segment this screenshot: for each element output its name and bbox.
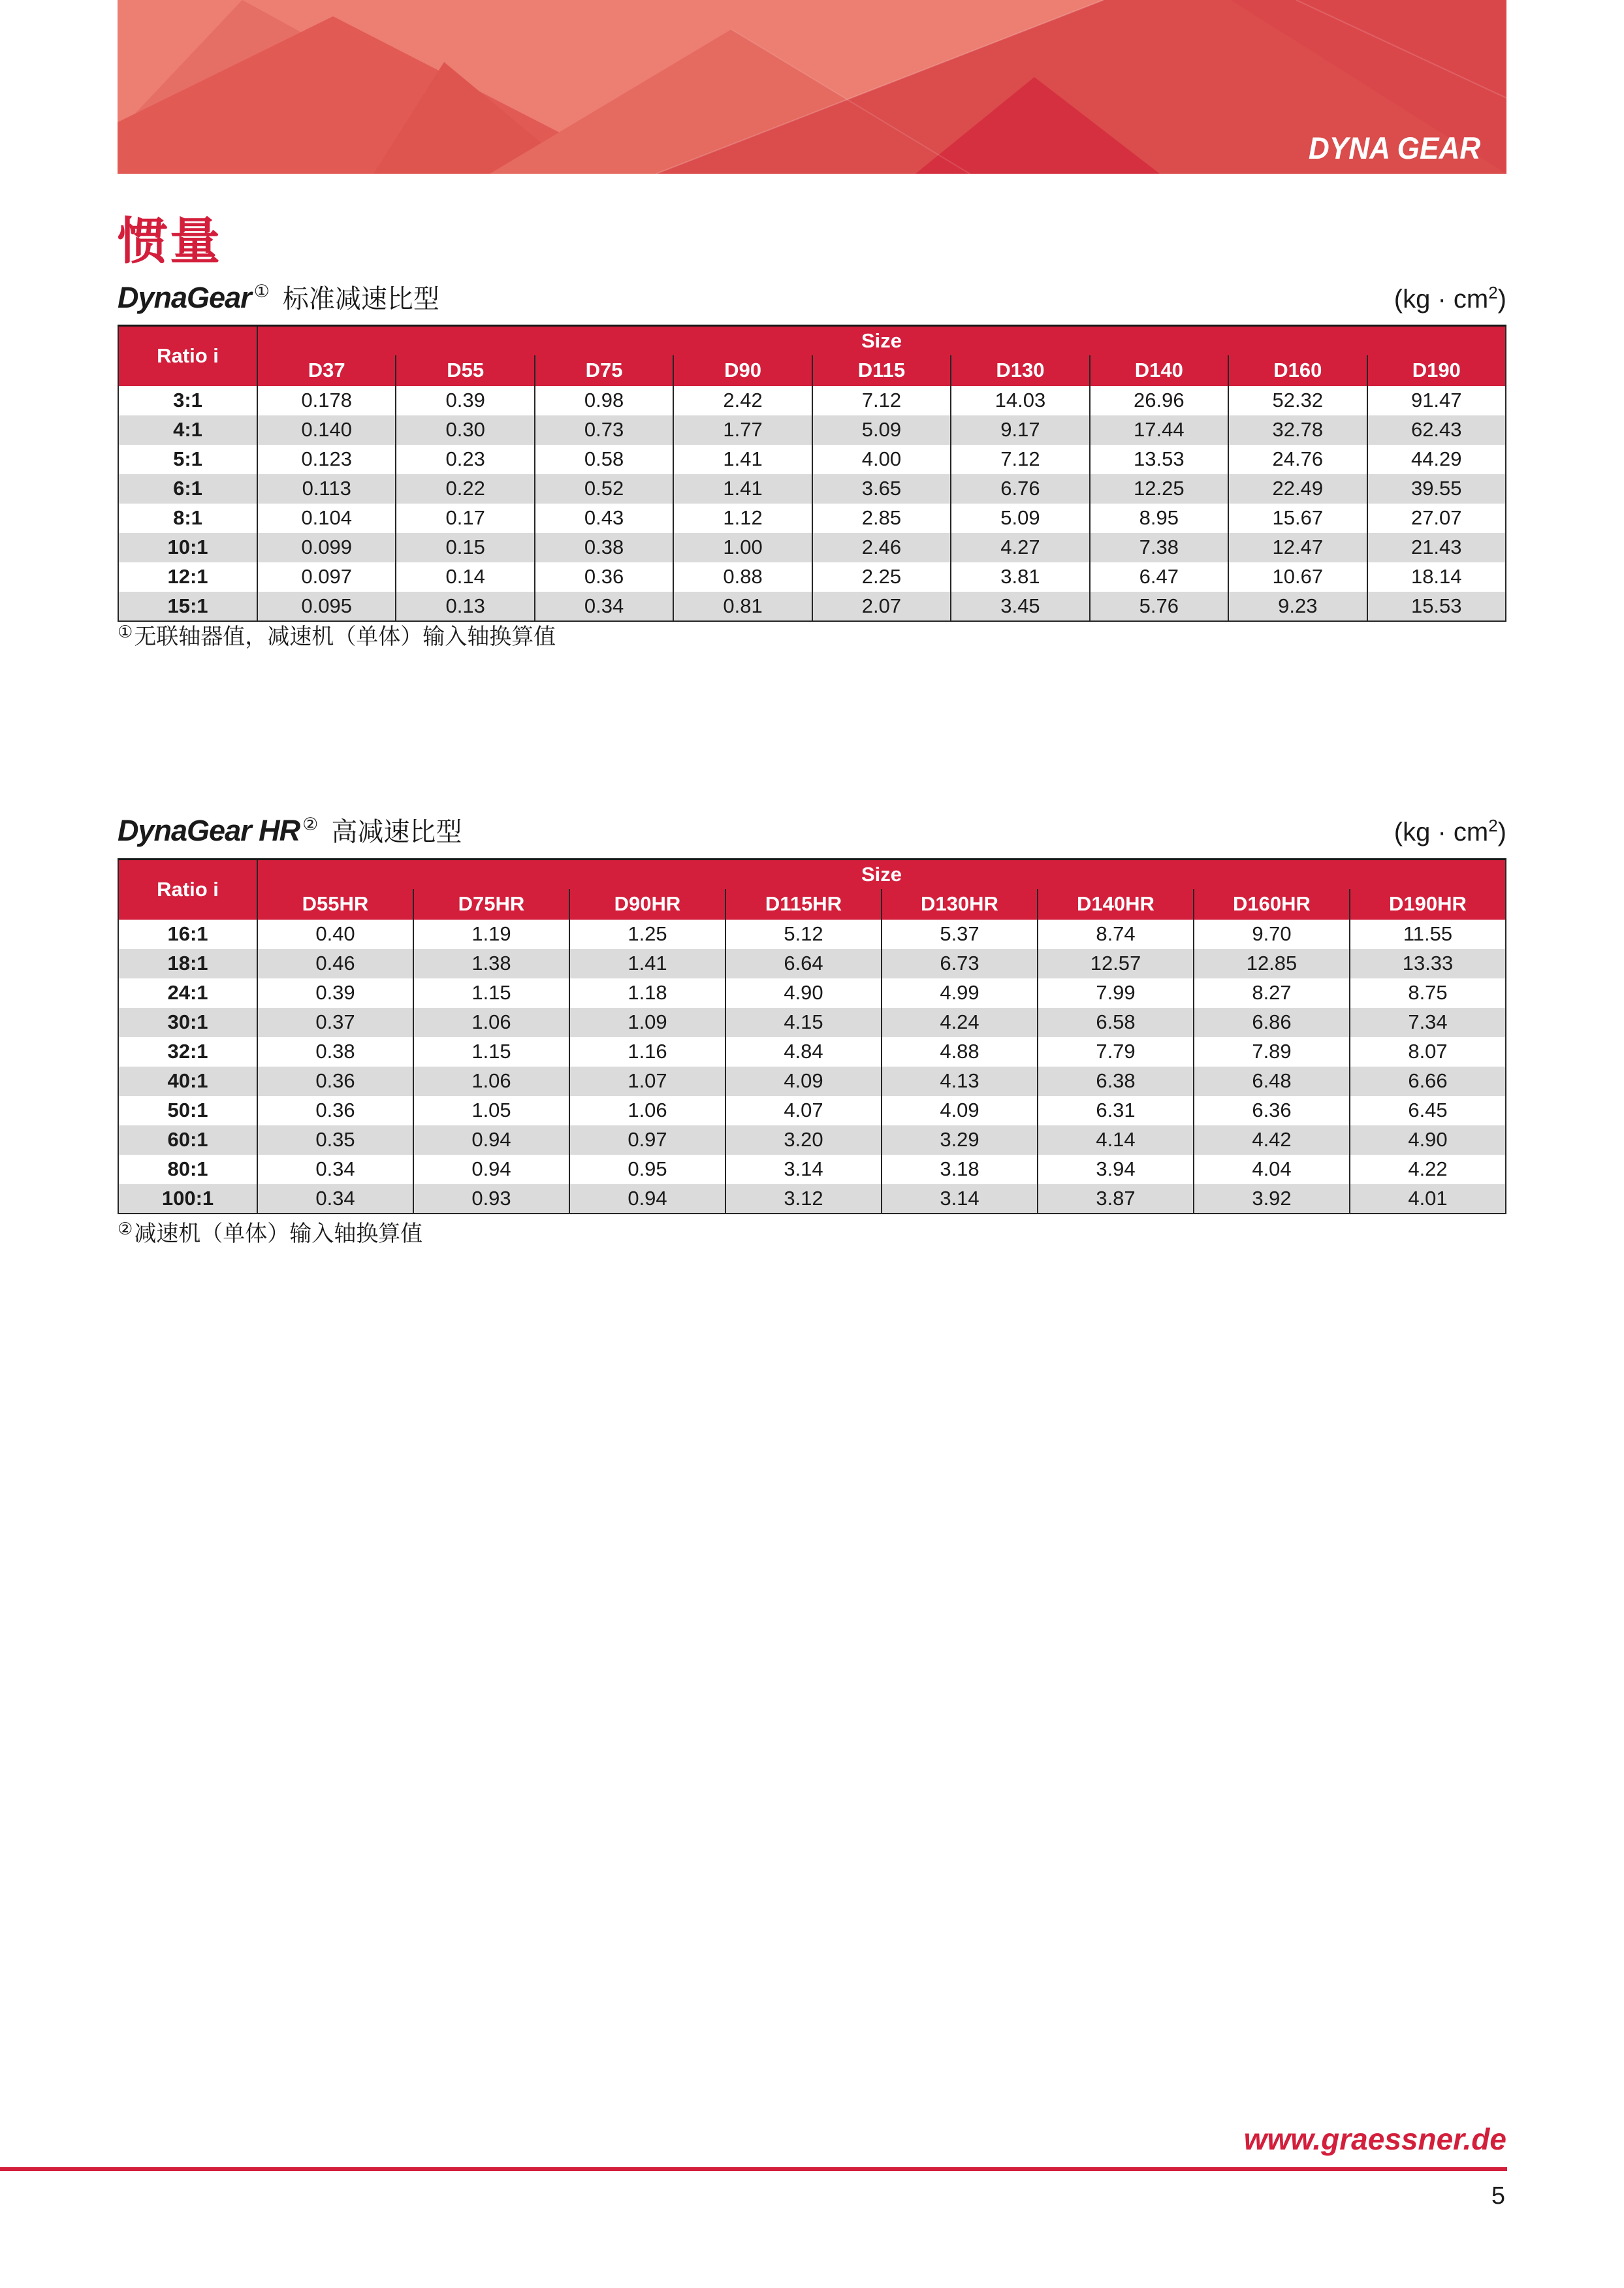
section1-heading [118, 274, 1506, 312]
ratio-cell: 8:1 [173, 506, 202, 529]
table1-subtitle: 标准减速比型 [282, 285, 439, 314]
value-cell: 18.14 [1367, 562, 1506, 592]
table-row [118, 1096, 1506, 1125]
value-cell: 6.66 [1350, 1067, 1506, 1096]
value-cell: 1.41 [673, 445, 812, 474]
value-cell: 2.25 [812, 562, 951, 592]
value-cell: 3.92 [1194, 1184, 1350, 1214]
size-column-header: D115 [812, 355, 951, 386]
value-cell: 4.99 [882, 978, 1038, 1008]
value-cell: 1.15 [413, 1037, 569, 1067]
ratio-cell: 16:1 [167, 922, 208, 945]
value-cell: 4.90 [725, 978, 882, 1008]
value-cell: 3.20 [725, 1125, 882, 1155]
value-cell: 3.81 [951, 562, 1089, 592]
table-row [118, 1037, 1506, 1067]
size-column-header: D90 [673, 355, 812, 386]
value-cell: 4.07 [725, 1096, 882, 1125]
table2-body [118, 920, 1506, 1214]
value-cell: 1.06 [413, 1008, 569, 1037]
website-url: www.graessner.de [1243, 2122, 1506, 2156]
value-cell: 0.113 [257, 474, 396, 504]
value-cell: 0.43 [535, 504, 673, 533]
value-cell: 0.98 [535, 386, 673, 415]
ratio-header: Ratio i [118, 860, 257, 920]
table-row [118, 1184, 1506, 1214]
value-cell: 0.94 [569, 1184, 725, 1214]
value-cell: 4.14 [1038, 1125, 1194, 1155]
table1-title [118, 283, 439, 312]
ratio-cell: 24:1 [167, 981, 208, 1004]
value-cell: 0.35 [257, 1125, 413, 1155]
size-column-header: D37 [257, 355, 396, 386]
value-cell: 0.13 [396, 592, 534, 621]
value-cell: 13.53 [1090, 445, 1228, 474]
size-column-header: D130 [951, 355, 1089, 386]
value-cell: 0.097 [257, 562, 396, 592]
value-cell: 6.48 [1194, 1067, 1350, 1096]
table-row [118, 562, 1506, 592]
value-cell: 32.78 [1228, 415, 1367, 445]
value-cell: 6.73 [882, 949, 1038, 978]
value-cell: 6.38 [1038, 1067, 1194, 1096]
value-cell: 27.07 [1367, 504, 1506, 533]
value-cell: 0.37 [257, 1008, 413, 1037]
value-cell: 4.09 [725, 1067, 882, 1096]
value-cell: 0.88 [673, 562, 812, 592]
value-cell: 26.96 [1090, 386, 1228, 415]
table-row [118, 978, 1506, 1008]
value-cell: 6.76 [951, 474, 1089, 504]
ratio-header: Ratio i [118, 326, 257, 386]
value-cell: 4.42 [1194, 1125, 1350, 1155]
size-column-header: D140 [1090, 355, 1228, 386]
table-row [118, 386, 1506, 415]
unit-superscript: 2 [1488, 816, 1498, 835]
page-number: 5 [1491, 2182, 1505, 2210]
unit-suffix: ) [1497, 285, 1506, 314]
value-cell: 21.43 [1367, 533, 1506, 562]
value-cell: 12.85 [1194, 949, 1350, 978]
ratio-cell: 10:1 [167, 536, 208, 558]
value-cell: 3.14 [725, 1155, 882, 1184]
value-cell: 5.76 [1090, 592, 1228, 621]
value-cell: 0.38 [257, 1037, 413, 1067]
value-cell: 7.12 [812, 386, 951, 415]
value-cell: 22.49 [1228, 474, 1367, 504]
value-cell: 4.00 [812, 445, 951, 474]
value-cell: 1.06 [413, 1067, 569, 1096]
value-cell: 1.19 [413, 920, 569, 949]
table2-subtitle: 高减速比型 [331, 818, 462, 846]
dyna-gear-logo: DYNA GEAR [1308, 131, 1480, 165]
value-cell: 6.31 [1038, 1096, 1194, 1125]
size-column-header: D55 [396, 355, 534, 386]
value-cell: 7.89 [1194, 1037, 1350, 1067]
value-cell: 9.23 [1228, 592, 1367, 621]
value-cell: 2.46 [812, 533, 951, 562]
size-column-header: D140HR [1038, 889, 1194, 920]
table2-brand: DynaGear HR [118, 814, 300, 847]
ratio-cell: 4:1 [173, 418, 202, 441]
value-cell: 62.43 [1367, 415, 1506, 445]
table2-header [118, 860, 1506, 920]
value-cell: 17.44 [1090, 415, 1228, 445]
value-cell: 0.40 [257, 920, 413, 949]
size-column-header: D90HR [569, 889, 725, 920]
footnote-2 [118, 1219, 423, 1246]
value-cell: 13.33 [1350, 949, 1506, 978]
value-cell: 8.74 [1038, 920, 1194, 949]
value-cell: 5.37 [882, 920, 1038, 949]
unit-label [1393, 283, 1506, 314]
ratio-cell: 6:1 [173, 477, 202, 500]
value-cell: 7.99 [1038, 978, 1194, 1008]
section2-heading [118, 807, 1506, 845]
value-cell: 5.09 [951, 504, 1089, 533]
table-row [118, 533, 1506, 562]
value-cell: 3.94 [1038, 1155, 1194, 1184]
table-row [118, 592, 1506, 621]
value-cell: 0.93 [413, 1184, 569, 1214]
value-cell: 5.12 [725, 920, 882, 949]
value-cell: 3.29 [882, 1125, 1038, 1155]
size-column-header: D160 [1228, 355, 1367, 386]
value-cell: 0.52 [535, 474, 673, 504]
value-cell: 0.34 [257, 1155, 413, 1184]
value-cell: 44.29 [1367, 445, 1506, 474]
table1-header [118, 326, 1506, 386]
value-cell: 3.18 [882, 1155, 1038, 1184]
value-cell: 0.30 [396, 415, 534, 445]
table2-title [118, 816, 462, 845]
footnote-1 [118, 622, 556, 649]
ratio-cell: 50:1 [167, 1099, 208, 1121]
value-cell: 15.67 [1228, 504, 1367, 533]
size-column-header: D190HR [1350, 889, 1506, 920]
value-cell: 11.55 [1350, 920, 1506, 949]
table-row [118, 1008, 1506, 1037]
value-cell: 3.14 [882, 1184, 1038, 1214]
ratio-cell: 60:1 [167, 1128, 208, 1151]
value-cell: 1.06 [569, 1096, 725, 1125]
value-cell: 0.36 [257, 1067, 413, 1096]
value-cell: 3.12 [725, 1184, 882, 1214]
value-cell: 1.18 [569, 978, 725, 1008]
value-cell: 4.13 [882, 1067, 1038, 1096]
value-cell: 4.88 [882, 1037, 1038, 1067]
table-row [118, 920, 1506, 949]
value-cell: 6.64 [725, 949, 882, 978]
value-cell: 4.15 [725, 1008, 882, 1037]
footnote1-reference-mark: ① [253, 282, 270, 301]
value-cell: 0.73 [535, 415, 673, 445]
ratio-cell: 32:1 [167, 1040, 208, 1063]
ratio-cell: 30:1 [167, 1010, 208, 1033]
value-cell: 0.22 [396, 474, 534, 504]
ratio-cell: 15:1 [167, 594, 208, 617]
value-cell: 3.65 [812, 474, 951, 504]
value-cell: 12.47 [1228, 533, 1367, 562]
size-column-header: D55HR [257, 889, 413, 920]
value-cell: 15.53 [1367, 592, 1506, 621]
value-cell: 4.09 [882, 1096, 1038, 1125]
footnote1-text: 无联轴器值，减速机（单体）输入轴换算值 [134, 624, 556, 649]
value-cell: 7.12 [951, 445, 1089, 474]
table-row [118, 474, 1506, 504]
table-row [118, 1155, 1506, 1184]
value-cell: 6.86 [1194, 1008, 1350, 1037]
value-cell: 4.04 [1194, 1155, 1350, 1184]
size-header: Size [257, 860, 1506, 889]
value-cell: 8.75 [1350, 978, 1506, 1008]
table1-size-row [118, 326, 1506, 355]
table1-brand: DynaGear [118, 281, 251, 314]
table-row [118, 445, 1506, 474]
value-cell: 1.25 [569, 920, 725, 949]
value-cell: 0.38 [535, 533, 673, 562]
value-cell: 39.55 [1367, 474, 1506, 504]
value-cell: 0.36 [257, 1096, 413, 1125]
value-cell: 0.104 [257, 504, 396, 533]
table1-body [118, 386, 1506, 621]
value-cell: 1.12 [673, 504, 812, 533]
value-cell: 4.22 [1350, 1155, 1506, 1184]
value-cell: 1.41 [673, 474, 812, 504]
header-banner [118, 0, 1506, 174]
table-row [118, 1125, 1506, 1155]
unit-superscript: 2 [1488, 283, 1498, 302]
value-cell: 0.39 [396, 386, 534, 415]
value-cell: 1.41 [569, 949, 725, 978]
footnote2-text: 减速机（单体）输入轴换算值 [134, 1221, 423, 1246]
dynagear-hr-table [118, 858, 1506, 1214]
value-cell: 0.178 [257, 386, 396, 415]
value-cell: 8.27 [1194, 978, 1350, 1008]
value-cell: 3.45 [951, 592, 1089, 621]
value-cell: 5.09 [812, 415, 951, 445]
value-cell: 0.36 [535, 562, 673, 592]
value-cell: 0.94 [413, 1155, 569, 1184]
ratio-cell: 12:1 [167, 565, 208, 588]
value-cell: 91.47 [1367, 386, 1506, 415]
value-cell: 7.34 [1350, 1008, 1506, 1037]
value-cell: 14.03 [951, 386, 1089, 415]
ratio-cell: 100:1 [161, 1186, 214, 1210]
value-cell: 4.27 [951, 533, 1089, 562]
value-cell: 7.38 [1090, 533, 1228, 562]
value-cell: 0.123 [257, 445, 396, 474]
value-cell: 1.15 [413, 978, 569, 1008]
value-cell: 0.39 [257, 978, 413, 1008]
value-cell: 0.17 [396, 504, 534, 533]
value-cell: 1.09 [569, 1008, 725, 1037]
value-cell: 0.95 [569, 1155, 725, 1184]
size-column-header: D115HR [725, 889, 882, 920]
value-cell: 10.67 [1228, 562, 1367, 592]
value-cell: 1.00 [673, 533, 812, 562]
value-cell: 2.42 [673, 386, 812, 415]
value-cell: 12.25 [1090, 474, 1228, 504]
value-cell: 0.34 [535, 592, 673, 621]
value-cell: 0.46 [257, 949, 413, 978]
value-cell: 12.57 [1038, 949, 1194, 978]
ratio-cell: 18:1 [167, 952, 208, 975]
value-cell: 0.15 [396, 533, 534, 562]
value-cell: 0.97 [569, 1125, 725, 1155]
footer-rule [0, 2167, 1507, 2171]
banner-mountain-graphic [118, 0, 1506, 174]
value-cell: 6.58 [1038, 1008, 1194, 1037]
value-cell: 9.17 [951, 415, 1089, 445]
size-header: Size [257, 326, 1506, 355]
value-cell: 1.38 [413, 949, 569, 978]
dynagear-hr-table-wrap [118, 858, 1506, 1214]
value-cell: 8.07 [1350, 1037, 1506, 1067]
value-cell: 2.07 [812, 592, 951, 621]
value-cell: 4.01 [1350, 1184, 1506, 1214]
value-cell: 9.70 [1194, 920, 1350, 949]
ratio-cell: 5:1 [173, 447, 202, 470]
dynagear-standard-table [118, 325, 1506, 622]
footnote2-mark: ② [118, 1219, 133, 1238]
value-cell: 6.45 [1350, 1096, 1506, 1125]
value-cell: 0.140 [257, 415, 396, 445]
table-row [118, 504, 1506, 533]
ratio-cell: 40:1 [167, 1069, 208, 1092]
size-column-header: D75 [535, 355, 673, 386]
value-cell: 1.77 [673, 415, 812, 445]
ratio-cell: 3:1 [173, 389, 202, 411]
value-cell: 0.58 [535, 445, 673, 474]
size-column-header: D160HR [1194, 889, 1350, 920]
size-column-header: D75HR [413, 889, 569, 920]
value-cell: 4.84 [725, 1037, 882, 1067]
unit-label-2 [1393, 816, 1506, 846]
value-cell: 7.79 [1038, 1037, 1194, 1067]
value-cell: 52.32 [1228, 386, 1367, 415]
value-cell: 2.85 [812, 504, 951, 533]
value-cell: 4.90 [1350, 1125, 1506, 1155]
unit-prefix: (kg · cm [1393, 818, 1489, 846]
footnote1-mark: ① [118, 622, 133, 641]
table-row [118, 949, 1506, 978]
footnote2-reference-mark: ② [302, 814, 319, 834]
value-cell: 8.95 [1090, 504, 1228, 533]
value-cell: 6.47 [1090, 562, 1228, 592]
size-column-header: D190 [1367, 355, 1506, 386]
value-cell: 0.81 [673, 592, 812, 621]
value-cell: 0.23 [396, 445, 534, 474]
value-cell: 0.14 [396, 562, 534, 592]
table2-column-labels [118, 889, 1506, 920]
size-column-header: D130HR [882, 889, 1038, 920]
value-cell: 24.76 [1228, 445, 1367, 474]
unit-prefix: (kg · cm [1393, 285, 1489, 314]
table2-size-row [118, 860, 1506, 889]
table-row [118, 415, 1506, 445]
page-title: 惯量 [118, 214, 222, 270]
value-cell: 4.24 [882, 1008, 1038, 1037]
table-row [118, 1067, 1506, 1096]
value-cell: 1.07 [569, 1067, 725, 1096]
value-cell: 6.36 [1194, 1096, 1350, 1125]
value-cell: 0.099 [257, 533, 396, 562]
value-cell: 0.94 [413, 1125, 569, 1155]
value-cell: 0.34 [257, 1184, 413, 1214]
value-cell: 1.05 [413, 1096, 569, 1125]
value-cell: 3.87 [1038, 1184, 1194, 1214]
value-cell: 1.16 [569, 1037, 725, 1067]
unit-suffix: ) [1497, 818, 1506, 846]
table1-column-labels [118, 355, 1506, 386]
ratio-cell: 80:1 [167, 1157, 208, 1180]
dynagear-standard-table-wrap [118, 325, 1506, 622]
value-cell: 0.095 [257, 592, 396, 621]
